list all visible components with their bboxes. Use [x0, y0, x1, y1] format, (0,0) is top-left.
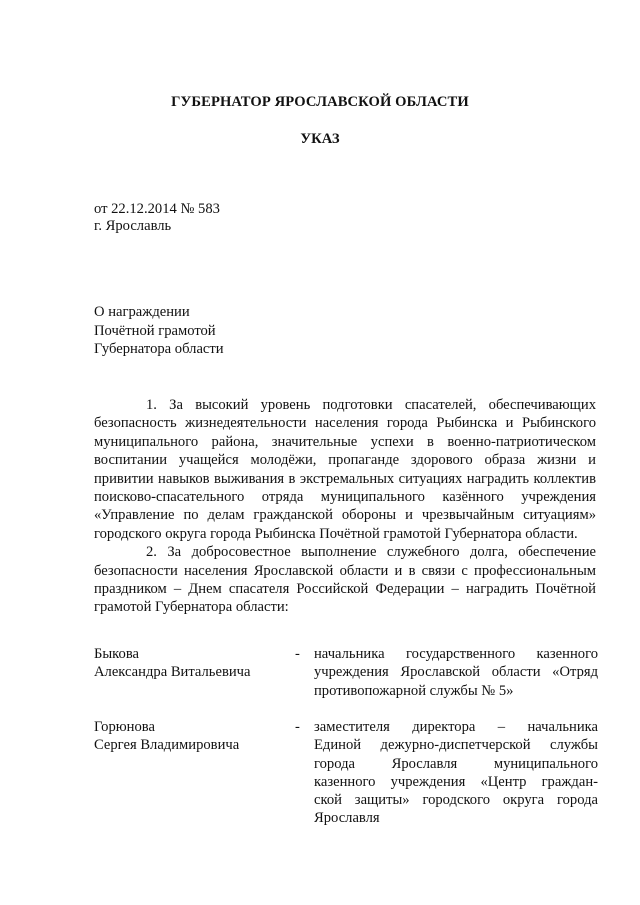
- position-line: противопожарной службы № 5»: [314, 682, 514, 699]
- subject-line: Почётной грамотой: [94, 322, 216, 339]
- position-line: Единой дежурно-диспетчерской службы: [314, 737, 598, 754]
- subject-line: Губернатора области: [94, 341, 224, 357]
- date-number: от 22.12.2014 № 583: [94, 201, 220, 217]
- position-line: ской защиты» городского округа города: [314, 792, 598, 809]
- document-subject: [94, 303, 224, 359]
- position-line: заместителя директора – начальника: [314, 719, 598, 735]
- document-type: УКАЗ: [300, 131, 340, 147]
- position-line: начальника государственного казенного: [314, 646, 598, 662]
- issuer-title: ГУБЕРНАТОР ЯРОСЛАВСКОЙ ОБЛАСТИ: [171, 94, 469, 110]
- awardee-name: [94, 645, 284, 682]
- awardee-dash: -: [295, 719, 300, 735]
- document-body: [94, 396, 596, 617]
- position-line: учреждения Ярославской области «Отряд: [314, 664, 598, 681]
- position-line: казенного учреждения «Центр граждан-: [314, 773, 598, 790]
- position-line: города Ярославля муниципального: [314, 755, 598, 772]
- subject-line: О награждении: [94, 304, 190, 320]
- document-meta: [94, 201, 220, 235]
- paragraph-1: 1. За высокий уровень подготовки спасателей, обеспечивающих безопасность жизнедеятельности населения города Рыбинска и Рыбинского муниципального района, значительные успехи в военно-патриотическом воспитании учащейся молодёжи, пропаганде здорового образа жизни и привитии навыков выживания в экстремальных ситуациях наградить коллектив поисково-спасательного отряда муниципального казённого учреждения «Управление по делам гражданской обороны и чрезвычайным ситуациям» городского округа города Рыбинска Почётной грамотой Губернатора области.: [94, 397, 596, 542]
- awardee-name: [94, 718, 284, 755]
- awardee-given-names: Александра Витальевича: [94, 664, 251, 681]
- awardee-given-names: Сергея Владимировича: [94, 737, 240, 754]
- position-line: Ярославля: [314, 810, 380, 827]
- paragraph-2: 2. За добросовестное выполнение служебного долга, обеспечение безопасности населения Ярославской области и в связи с профессиональным праздником – Днем спасателя Российской Федерации – наградить Почётной грамотой Губернатора области:: [94, 544, 596, 616]
- awardee-position: [314, 645, 598, 700]
- awardee-position: [314, 718, 598, 828]
- awardee-surname: Горюнова: [94, 719, 155, 735]
- awardee-surname: Быкова: [94, 646, 140, 662]
- city: г. Ярославль: [94, 218, 172, 234]
- awardee-dash: -: [295, 646, 300, 662]
